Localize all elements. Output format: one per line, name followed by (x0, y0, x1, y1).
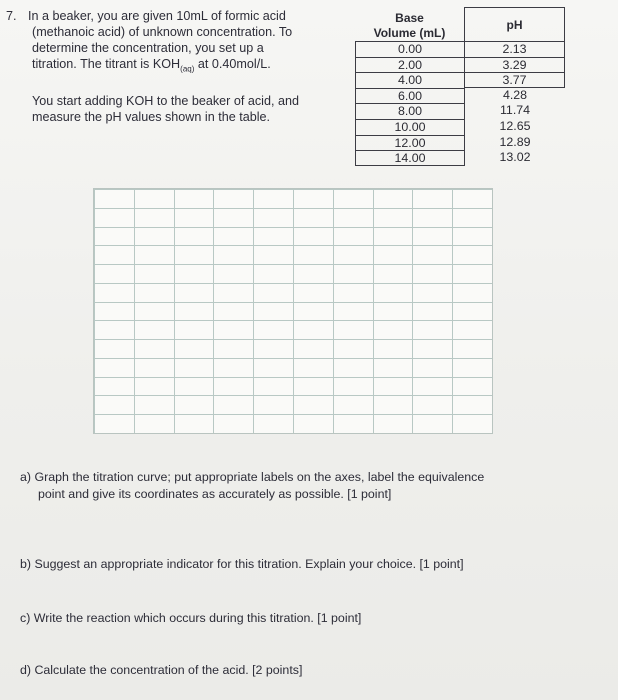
volume-cell: 8.00 (355, 103, 465, 119)
problem-line-4: titration. The titrant is $KOH_{(aq)}$ at 0.40mol/L. (32, 57, 271, 74)
ph-column-header: pH (465, 7, 565, 41)
volume-column (355, 41, 465, 166)
ph-column (465, 41, 565, 166)
titration-data-table (355, 7, 567, 167)
volume-cell: 2.00 (355, 57, 465, 73)
question-d: d) Calculate the concentration of the acid. [2 points] (20, 663, 303, 677)
volume-cell: 12.00 (355, 135, 465, 151)
ph-cell: 3.29 (465, 57, 565, 73)
question-c: c) Write the reaction which occurs during this titration. [1 point] (20, 611, 362, 625)
volume-cell: 14.00 (355, 150, 465, 166)
ph-cell: 3.77 (465, 72, 565, 88)
ph-cell: 11.74 (499, 103, 531, 118)
volume-cell: 4.00 (355, 72, 465, 88)
question-a: a) Graph the titration curve; put appropriate labels on the axes, label the equivalence point and give its coordinates as accurately as possible. [1 point] (20, 470, 485, 501)
ph-cell: 4.28 (502, 87, 528, 102)
problem-statement (6, 8, 346, 125)
question-b: b) Suggest an appropriate indicator for this titration. Explain your choice. [1 point] (20, 557, 464, 571)
volume-cell: 10.00 (355, 119, 465, 135)
problem-line-3: determine the concentration, you set up a (32, 41, 264, 55)
problem-line-2: (methanoic acid) of unknown concentration. To (32, 25, 293, 39)
problem-para2-line-1: You start adding KOH to the beaker of acid, and (32, 93, 299, 108)
problem-number: 7. (6, 9, 17, 23)
graph-grid-lines (94, 189, 492, 433)
ph-cell: 2.13 (465, 41, 565, 57)
blank-graph-grid (93, 188, 493, 434)
volume-cell: 6.00 (355, 88, 465, 104)
problem-line-1: 7. In a beaker, you are given 10mL of formic acid (6, 9, 286, 23)
volume-column-header: Base Volume (mL) (355, 7, 465, 41)
ph-cell: 12.65 (499, 118, 531, 133)
ph-cell: 13.02 (499, 150, 531, 165)
problem-para2-line-2: measure the pH values shown in the table. (32, 109, 271, 124)
ph-cell: 12.89 (499, 134, 531, 149)
volume-cell: 0.00 (355, 41, 465, 57)
